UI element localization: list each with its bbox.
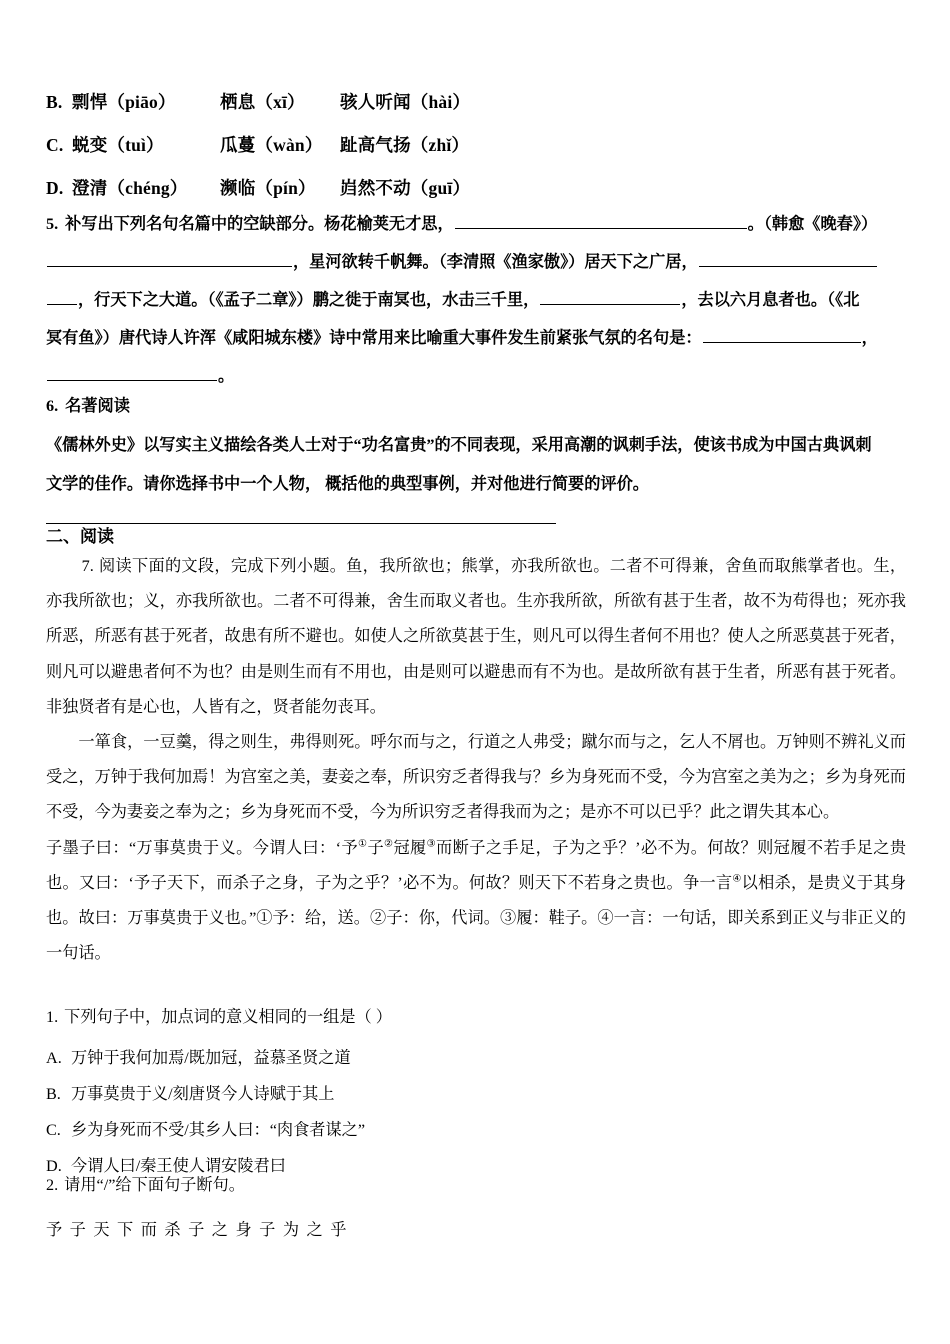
footnote-marker-3: ③ [426,838,437,850]
q6-number: 6. [46,397,59,415]
q6-body-line-2: 文学的佳作。请你选择书中一个人物， 概括他的典型事例，并对他进行简要的评价。 [46,475,649,493]
option-b-word2: 栖息（xī） [220,92,305,112]
q7-passage-1: 鱼，我所欲也；熊掌，亦我所欲也。二者不可得兼，舍鱼而取熊掌者也。生，亦我所欲也；义，亦我所欲也。二者不可得兼，舍生而取义者也。生亦我所欲，所欲有甚于生者，故不为苟得也；死亦我所恶，所恶有甚于死者，故患有所不避也。如使人之所欲莫甚于生，则凡可以得生者何不用也？使人之所恶莫甚于死者，则凡可以避患者何不为也？由是则生而有不用也，由是则可以避患而有不为也。是故所欲有甚于生者，所恶有甚于死者。非独贤者有是心也，人皆有之，贤者能勿丧耳。 [46,557,907,716]
question-7 [46,549,906,971]
sq1-choice-c-text: 乡为身死而不受/其乡人曰：“肉食者谋之” [71,1121,366,1139]
sq1-choice-a-text: 万钟于我何加焉/既加冠，益慕圣贤之道 [71,1049,351,1067]
option-c-word1: 蜕变（tuì） [72,135,164,155]
sq1-choice-a[interactable] [46,1048,906,1068]
sq1-choice-b[interactable] [46,1084,906,1104]
q5-number: 5. [46,215,59,233]
q7-paragraph-2: 一箪食，一豆羹，得之则生，弗得则死。呼尔而与之，行道之人弗受；蹴尔而与之，乞人不屑也。万钟则不辨礼义而受之，万钟于我何加焉！为宫室之美，妻妾之奉，所识穷乏者得我与？乡为身死而不受，今为宫室之美为之；乡为身死而不受，今为妻妾之奉为之；乡为身死而不受，今为所识穷乏者得我而为之；是亦不可以已乎？此之谓失其本心。 [46,733,906,822]
option-b-word1: 剽悍（piāo） [72,92,176,112]
q5-line-1 [46,207,906,241]
sub-question-2 [46,1168,906,1240]
pinyin-option-d [46,180,470,198]
footnote-marker-4: ④ [732,873,742,885]
q6-title: 名著阅读 [65,397,130,415]
q5-line-5 [46,359,906,393]
footnote-marker-2: ② [384,838,394,850]
sq1-choice-c-letter: C. [46,1121,61,1139]
q6-answer-line[interactable] [46,523,556,524]
q6-body-line-1: 《儒林外史》以写实主义描绘各类人士对于“功名富贵”的不同表现，采用高潮的讽刺手法，使该书成为中国古典讽刺 [46,436,872,454]
q5-text-3: ，行天下之大道。（《孟子二章》）鹏之徙于南冥也，水击三千里， [78,291,540,309]
sq2-number: 2. [46,1176,59,1194]
pinyin-option-b [46,94,470,112]
sub-question-1 [46,1000,906,1176]
question-6 [46,389,908,524]
q7-passage-3c: 冠履 [393,838,427,857]
q5-blank-4[interactable] [540,289,680,305]
q5-blank-1[interactable] [455,213,747,229]
q7-number: 7. [81,557,94,575]
q5-text-1b: 。（韩愈《晚春》） [747,215,878,233]
q6-heading [46,389,908,423]
q7-passage-3d: 而断子之手足，子为之乎？’必不为。何故？则冠履不若手足之贵也。又曰：‘予子天下，而杀子之身，子为之乎？’必不为。何故？则天下不若身之贵也。争一言 [46,838,907,892]
option-d-word2: 濒临（pín） [220,178,316,198]
sq1-choice-d-text: 今谓人曰/秦王使人谓安陵君曰 [71,1157,286,1175]
q5-blank-3b[interactable] [47,289,77,305]
option-b-word3: 骇人听闻（hài） [340,92,471,112]
q5-blank-3a[interactable] [699,251,877,267]
q5-line-4 [46,321,906,355]
option-c-word2: 瓜蔓（wàn） [220,135,323,155]
sq1-choice-c[interactable] [46,1120,906,1140]
section-2-title: 二、阅读 [46,527,114,546]
q5-line-2 [46,245,906,279]
q7-prompt: 阅读下面的文段，完成下列小题。 [98,557,347,575]
q7-paragraph-3 [46,831,906,972]
q5-text-5c: 。 [218,367,235,385]
sq2-stem [46,1168,906,1202]
q5-text-4c: ， [861,329,878,347]
q5-text-2: ，星河欲转千帆舞。（李清照《渔家傲》）居天下之广居， [293,253,698,271]
sq1-stem-text: 下列句子中，加点词的意义相同的一组是（ ） [64,1008,392,1026]
option-b-letter: B. [46,92,63,112]
option-d-word3: 岿然不动（guī） [340,178,471,198]
option-d-word1: 澄清（chéng） [72,178,188,198]
q5-line-3 [46,283,906,317]
sq1-stem [46,1000,906,1034]
q7-passage-3a: 子墨子曰：“万事莫贵于义。今谓人曰：‘予 [46,838,359,857]
q5-text-1: 补写出下列名句名篇中的空缺部分。杨花榆荚无才思， [65,215,454,233]
sq1-number: 1. [46,1008,59,1026]
q5-text-3c: ，去以六月息者也。（《北 [681,291,860,309]
q7-passage-3e: 以相杀，是贵义于其身也。故曰：万事莫贵于义也。”①予：给，送。②子：你，代词。③履：鞋子。④一言：一句话，即关系到正义与非正义的一句话。 [46,873,907,963]
sq2-stem-text: 请用“/”给下面句子断句。 [64,1176,245,1194]
q7-passage-3b: 子 [367,838,385,857]
option-d-letter: D. [46,178,64,198]
question-5 [46,207,906,393]
sq1-choice-d-letter: D. [46,1157,62,1175]
q5-blank-2[interactable] [47,251,292,267]
q5-blank-6[interactable] [47,365,217,381]
q5-text-4: 冥有鱼》）唐代诗人许浑《咸阳城东楼》诗中常用来比喻重大事件发生前紧张气氛的名句是： [46,329,702,347]
footnote-marker-1: ① [358,838,368,850]
q5-blank-5[interactable] [703,327,861,343]
sq1-choice-b-letter: B. [46,1085,61,1103]
option-c-letter: C. [46,135,64,155]
pinyin-option-c [46,137,469,155]
sq1-choice-a-letter: A. [46,1049,62,1067]
option-c-word3: 趾高气扬（zhǐ） [340,135,470,155]
sq2-sentence[interactable]: 予子天下而杀子之身子为之乎 [46,1221,354,1239]
sq1-choice-b-text: 万事莫贵于义/刻唐贤今人诗赋于其上 [71,1085,335,1103]
q7-paragraph-1 [46,549,906,725]
